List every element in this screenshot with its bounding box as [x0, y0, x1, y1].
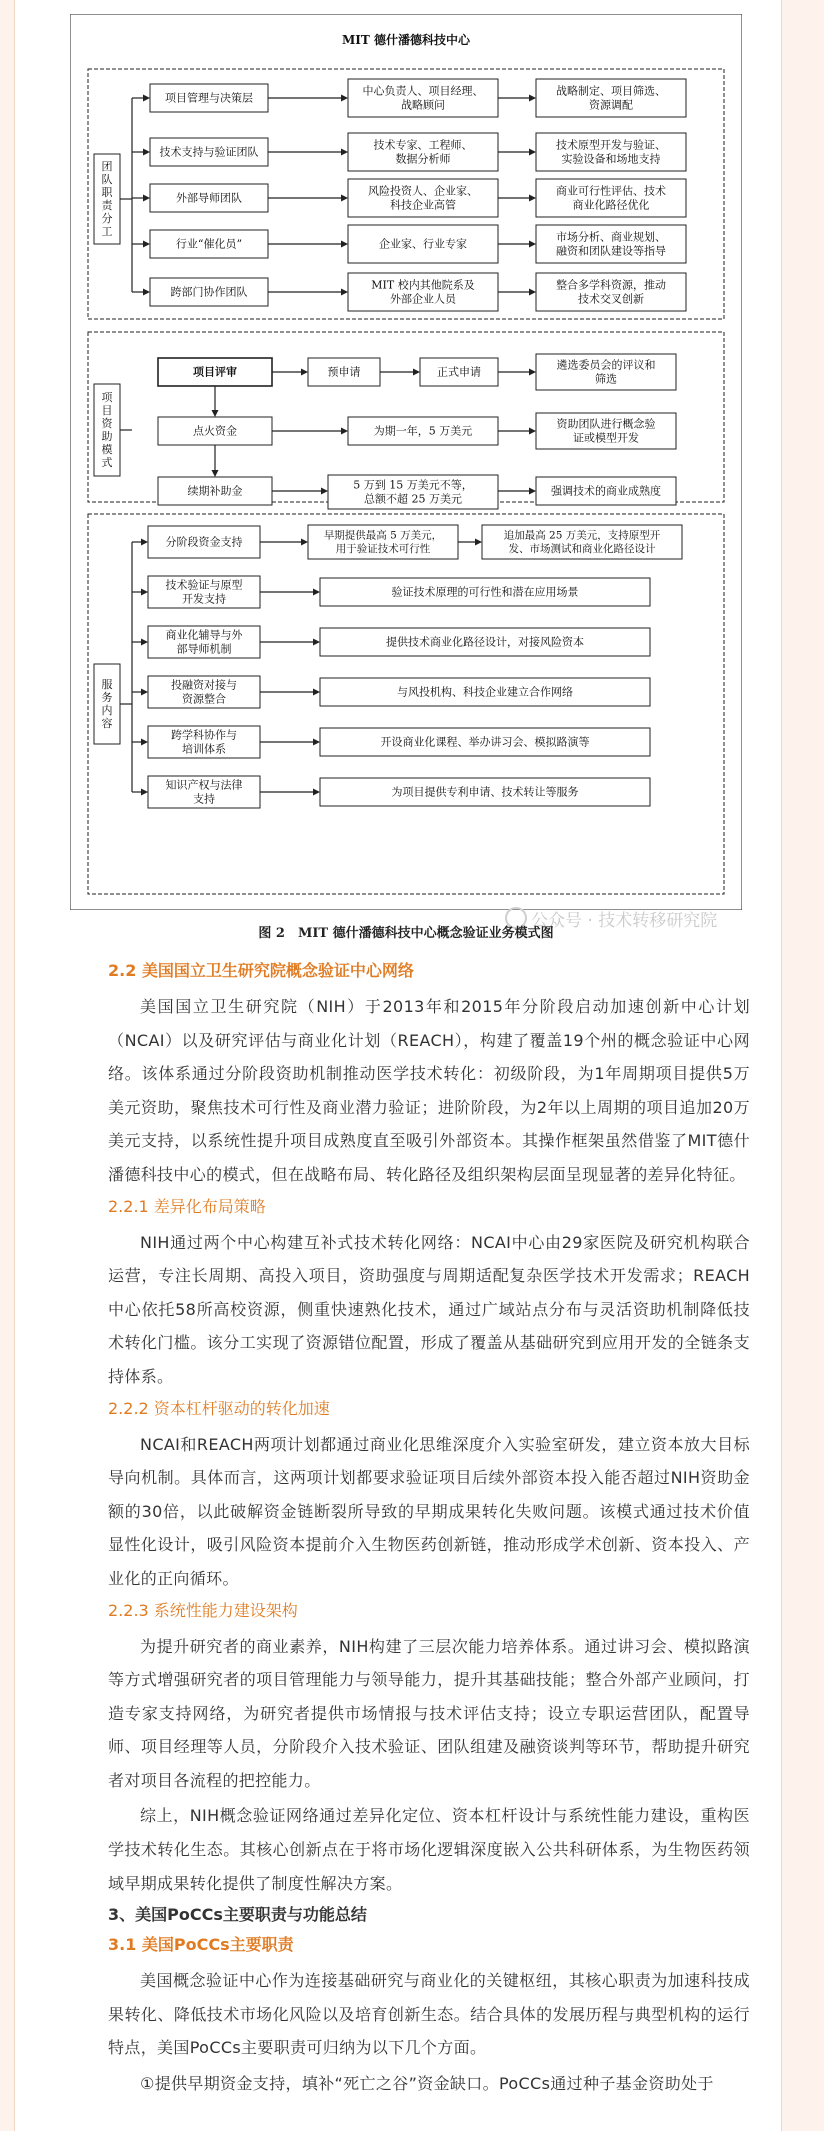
member-label: MIT 校内其他院系及: [371, 278, 475, 292]
subsection-heading: 3.1 美国PoCCs主要职责: [108, 1935, 294, 1955]
service-detail-label: 与风投机构、科技企业建立合作网络: [397, 685, 573, 699]
section-label-service-text: 容: [101, 717, 113, 730]
watermark: 公众号 · 技术转移研究院: [505, 906, 717, 931]
section-label-team-text: 职: [101, 186, 113, 199]
committee-label: 筛选: [595, 372, 617, 386]
section-label-team-text: 工: [101, 225, 113, 238]
service-label: 部导师机制: [176, 642, 232, 656]
paragraph: 为提升研究者的商业素养，NIH构建了三层次能力培养体系。通过讲习会、模拟路演等方式增强研究者的项目管理能力与领导能力，提升其基础技能；整合外部产业顾问，打造专家支持网络，为研究者提供市场情报与技术评估支持；设立专职运营团队，配置导师、项目经理等人员，分阶段介入技术验证、团队组建及融资谈判等环节，帮助提升研究者对项目各流程的把控能力。: [108, 1636, 750, 1790]
role-label: 跨部门协作团队: [170, 285, 248, 299]
service-detail-label: 开设商业化课程、举办讲习会、模拟路演等: [380, 735, 590, 749]
review-label: 项目评审: [193, 365, 237, 379]
service-label: 知识产权与法律: [165, 778, 243, 792]
section-number: 3、: [108, 1905, 136, 1925]
member-label: 数据分析师: [395, 152, 451, 166]
duty-label: 战略制定、项目筛选、: [556, 84, 666, 98]
member-label: 科技企业高管: [390, 198, 456, 212]
stage-one-label: 早期提供最高 5 万美元，: [323, 529, 443, 542]
role-label: 外部导师团队: [176, 191, 242, 205]
section-label-service-text: 服: [101, 678, 113, 691]
stage-two-label: 发、市场测试和商业化路径设计: [508, 542, 656, 555]
service-label: 跨学科协作与: [171, 728, 237, 742]
duty-label: 融资和团队建设等指导: [556, 244, 666, 258]
duty-label: 市场分析、商业规划、: [556, 230, 666, 244]
section-heading: [108, 1902, 750, 1928]
service-detail-label: 提供技术商业化路径设计，对接风险资本: [386, 635, 584, 649]
duty-label: 技术交叉创新: [578, 292, 644, 306]
service-label: 分阶段资金支持: [165, 535, 243, 549]
duty-label: 技术原型开发与验证、: [556, 138, 666, 152]
service-detail-label: 为项目提供专利申请、技术转让等服务: [391, 785, 579, 799]
duty-label: 商业化路径优化: [572, 198, 650, 212]
member-label: 风险投资人、企业家、: [368, 184, 478, 198]
duty-label: 实验设备和场地支持: [561, 152, 661, 166]
subsubsection-heading: 2.2.1 差异化布局策略: [108, 1196, 266, 1216]
role-label: 技术支持与验证团队: [159, 145, 259, 159]
business-model-diagram: [70, 14, 742, 910]
paragraph: 美国国立卫生研究院（NIH）于2013年和2015年分阶段启动加速创新中心计划（NCAI）以及研究评估与商业化计划（REACH），构建了覆盖19个州的概念验证中心网络。该体系通过分阶段资助机制推动医学技术转化：初级阶段，为1年周期项目提供5万美元资助，聚焦技术可行性及商业潜力验证；进阶阶段，为2年以上周期的项目追加20万美元支持，以系统性提升项目成熟度直至吸引外部资本。其操作框架虽然借鉴了MIT德什潘德科技中心的模式，但在战略布局、转化路径及组织架构层面呈现显著的差异化特征。: [108, 997, 750, 1184]
section-label-service-text: 务: [101, 691, 113, 704]
ignition-purpose-label: 证或模型开发: [573, 431, 639, 445]
stage-one-label: 用于验证技术可行性: [335, 542, 431, 555]
renewal-purpose-label: 强调技术的商业成熟度: [551, 484, 661, 498]
ignition-purpose-label: 资助团队进行概念验: [556, 417, 656, 431]
member-label: 企业家、行业专家: [379, 237, 467, 251]
renewal-terms-label: 总额不超 25 万美元: [364, 492, 462, 506]
ignition-terms-label: 为期一年，5 万美元: [373, 424, 473, 438]
figure-caption: 图 2 MIT 德什潘德科技中心概念验证业务模式图: [258, 926, 554, 941]
section-label-team-text: 责: [101, 199, 113, 212]
renewal-terms-label: 5 万到 15 万美元不等，: [353, 478, 473, 492]
duty-label: 整合多学科资源，推动: [556, 278, 666, 292]
committee-label: 遴选委员会的评议和: [556, 358, 656, 372]
service-label: 投融资对接与: [171, 678, 237, 692]
figure: [70, 14, 742, 910]
service-label: 培训体系: [182, 742, 226, 756]
section-label-funding-text: 式: [101, 456, 113, 469]
renewal-label: 续期补助金: [187, 484, 243, 498]
paragraph: ①提供早期资金支持，填补“死亡之谷”资金缺口。PoCCs通过种子基金资助处于: [140, 2074, 714, 2094]
subsection-heading: 2.2 美国国立卫生研究院概念验证中心网络: [108, 961, 414, 980]
duty-label: 资源调配: [589, 98, 633, 112]
paragraph: NIH通过两个中心构建互补式技术转化网络：NCAI中心由29家医院及研究机构联合运营，专注长周期、高投入项目，资助强度与周期适配复杂医学技术开发需求；REACH中心依托58所高校资源，侧重快速熟化技术，通过广域站点分布与灵活资助机制降低技术转化门槛。该分工实现了资源错位配置，形成了覆盖从基础研究到应用开发的全链条支持体系。: [108, 1232, 750, 1386]
section-title: 美国PoCCs主要职责与功能总结: [135, 1905, 367, 1925]
section-label-funding-text: 资: [101, 417, 113, 430]
section-label-team-text: 分: [101, 212, 113, 225]
member-label: 战略顾问: [401, 98, 445, 112]
paragraph: 美国概念验证中心作为连接基础研究与商业化的关键枢纽，其核心职责为加速科技成果转化、降低技术市场化风险以及培育创新生态。结合具体的发展历程与典型机构的运行特点，美国PoCCs主要职责可归纳为以下几个方面。: [108, 1971, 750, 2058]
section-label-funding-text: 项: [101, 391, 113, 404]
ignition-label: 点火资金: [193, 424, 237, 438]
duty-label: 商业可行性评估、技术: [556, 184, 666, 198]
formal-apply-label: 正式申请: [437, 365, 481, 379]
paragraph: 综上，NIH概念验证网络通过差异化定位、资本杠杆设计与系统性能力建设，重构医学技术转化生态。其核心创新点在于将市场化逻辑深度嵌入公共科研体系，为生物医药领域早期成果转化提供了制度性解决方案。: [108, 1806, 750, 1893]
service-label: 支持: [193, 792, 215, 806]
section-label-funding-text: 目: [101, 404, 113, 417]
article-body: [108, 958, 750, 2103]
stage-two-label: 追加最高 25 万美元，支持原型开: [503, 529, 661, 542]
service-label: 商业化辅导与外: [165, 628, 243, 642]
subsubsection-heading: 2.2.2 资本杠杆驱动的转化加速: [108, 1398, 330, 1418]
paragraph: NCAI和REACH两项计划都通过商业化思维深度介入实验室研发，建立资本放大目标导向机制。具体而言，这两项计划都要求验证项目后续外部资本投入能否超过NIH资助金额的30倍，以此破解资金链断裂所导致的早期成果转化失败问题。该模式通过技术价值显性化设计，吸引风险资本提前介入生物医药创新链，推动形成学术创新、资本投入、产业化的正向循环。: [108, 1434, 750, 1588]
service-label: 资源整合: [182, 692, 226, 706]
role-label: 行业“催化员”: [175, 237, 243, 251]
pre-apply-label: 预申请: [327, 365, 361, 379]
subsubsection-heading: 2.2.3 系统性能力建设架构: [108, 1600, 298, 1620]
member-label: 中心负责人、项目经理、: [362, 84, 484, 98]
section-label-team-text: 团: [101, 160, 113, 173]
service-label: 技术验证与原型: [165, 578, 243, 592]
service-label: 开发支持: [182, 592, 226, 606]
section-label-funding-text: 模: [101, 443, 113, 456]
section-label-team-text: 队: [101, 173, 113, 186]
member-label: 技术专家、工程师、: [373, 138, 473, 152]
figure-title: MIT 德什潘德科技中心: [341, 33, 471, 47]
section-label-funding-text: 助: [101, 430, 113, 443]
section-label-service-text: 内: [101, 704, 113, 717]
service-detail-label: 验证技术原理的可行性和潜在应用场景: [391, 585, 579, 599]
role-label: 项目管理与决策层: [165, 91, 253, 105]
member-label: 外部企业人员: [390, 292, 456, 306]
